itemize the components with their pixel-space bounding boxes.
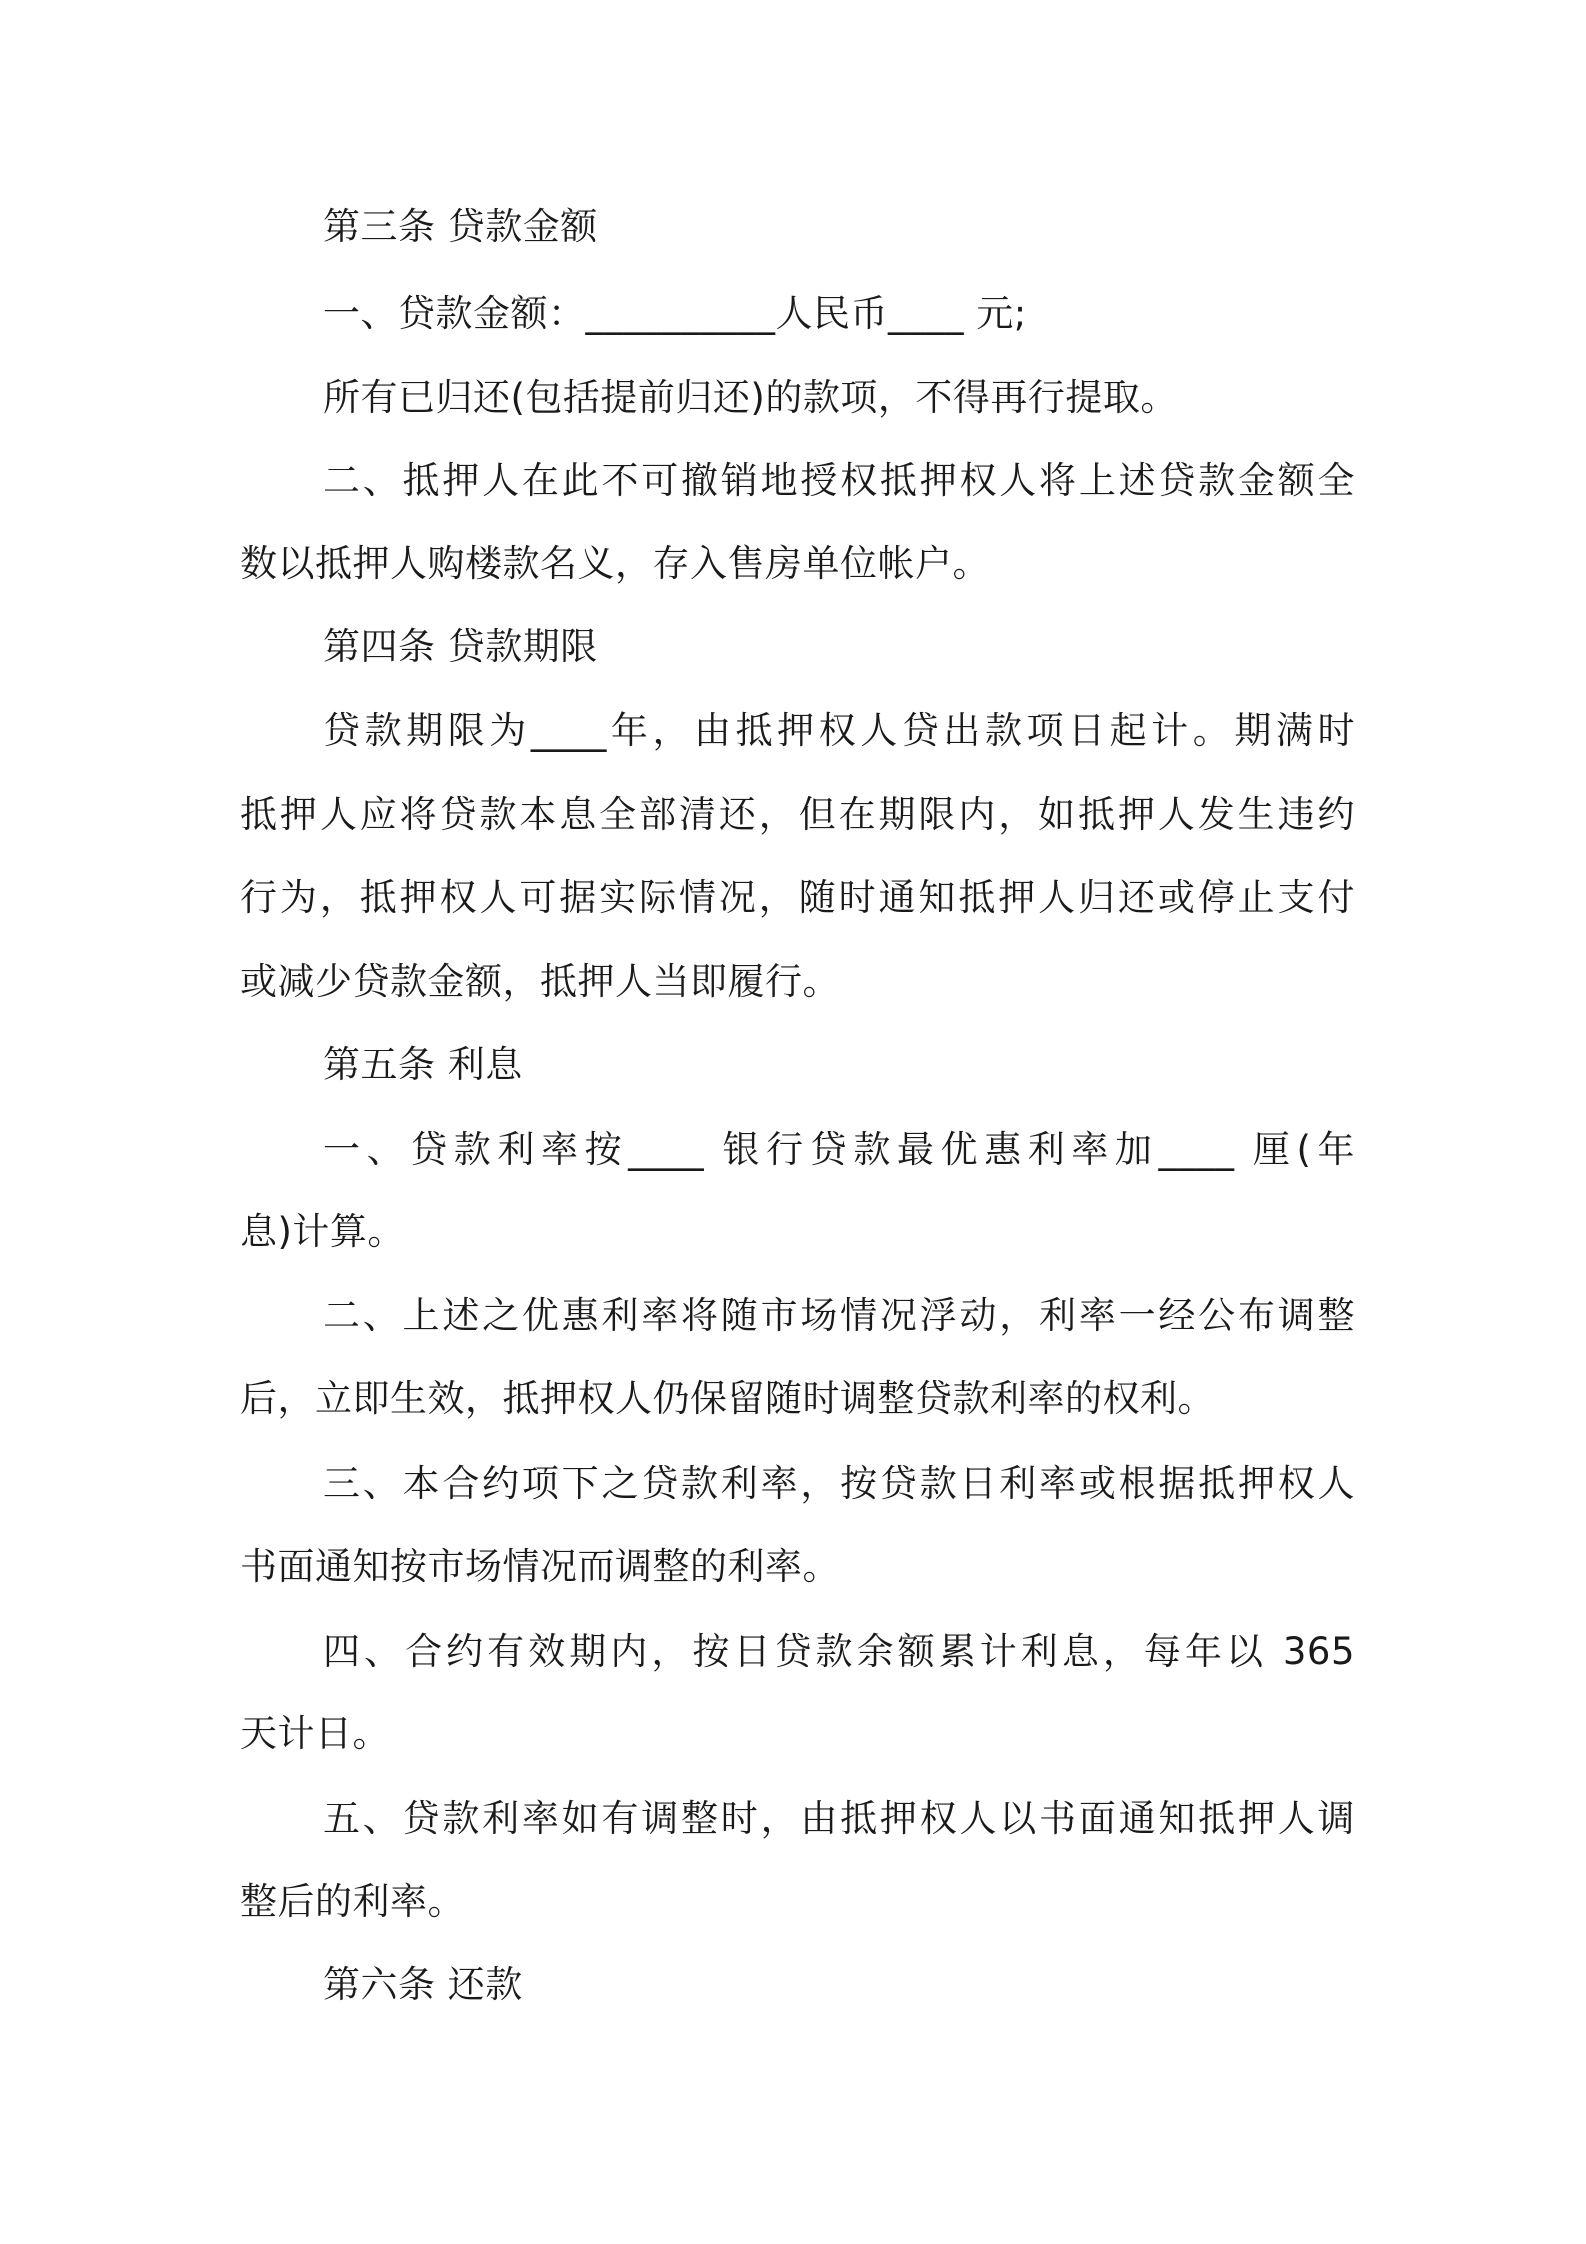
paragraph-line: 后，立即生效，抵押权人仍保留随时调整贷款利率的权利。 [240, 1377, 1215, 1420]
paragraph-line: 息)计算。 [240, 1210, 405, 1253]
paragraph-line: 数以抵押人购楼款名义，存入售房单位帐户。 [240, 542, 990, 585]
section-heading-5: 第五条 利息 [323, 1043, 523, 1086]
paragraph-line: 一、贷款利率按____ 银行贷款最优惠利率加____ 厘(年 [323, 1128, 1355, 1171]
paragraph-line: 五、贷款利率如有调整时，由抵押权人以书面通知抵押人调 [323, 1797, 1355, 1840]
paragraph-line: 行为，抵押权人可据实际情况，随时通知抵押人归还或停止支付 [240, 876, 1355, 919]
paragraph-line: 所有已归还(包括提前归还)的款项，不得再行提取。 [323, 376, 1178, 419]
paragraph-line: 天计日。 [240, 1712, 390, 1755]
paragraph-line: 书面通知按市场情况而调整的利率。 [240, 1545, 840, 1588]
section-heading-3: 第三条 贷款金额 [323, 205, 598, 248]
paragraph-line: 或减少贷款金额，抵押人当即履行。 [240, 960, 840, 1003]
paragraph-line: 四、合约有效期内，按日贷款余额累计利息，每年以 365 [323, 1630, 1355, 1673]
section-heading-4: 第四条 贷款期限 [323, 625, 598, 668]
paragraph-line: 二、上述之优惠利率将随市场情况浮动，利率一经公布调整 [323, 1294, 1355, 1337]
paragraph-line: 整后的利率。 [240, 1880, 465, 1923]
section-heading-6: 第六条 还款 [323, 1963, 523, 2006]
paragraph-line: 抵押人应将贷款本息全部清还，但在期限内，如抵押人发生违约 [240, 793, 1355, 836]
paragraph-line: 三、本合约项下之贷款利率，按贷款日利率或根据抵押权人 [323, 1462, 1355, 1505]
paragraph-line: 一、贷款金额：__________人民币____ 元; [323, 292, 1027, 335]
paragraph-line: 贷款期限为____年，由抵押权人贷出款项日起计。期满时 [323, 709, 1355, 752]
paragraph-line: 二、抵押人在此不可撤销地授权抵押权人将上述贷款金额全 [323, 459, 1355, 502]
